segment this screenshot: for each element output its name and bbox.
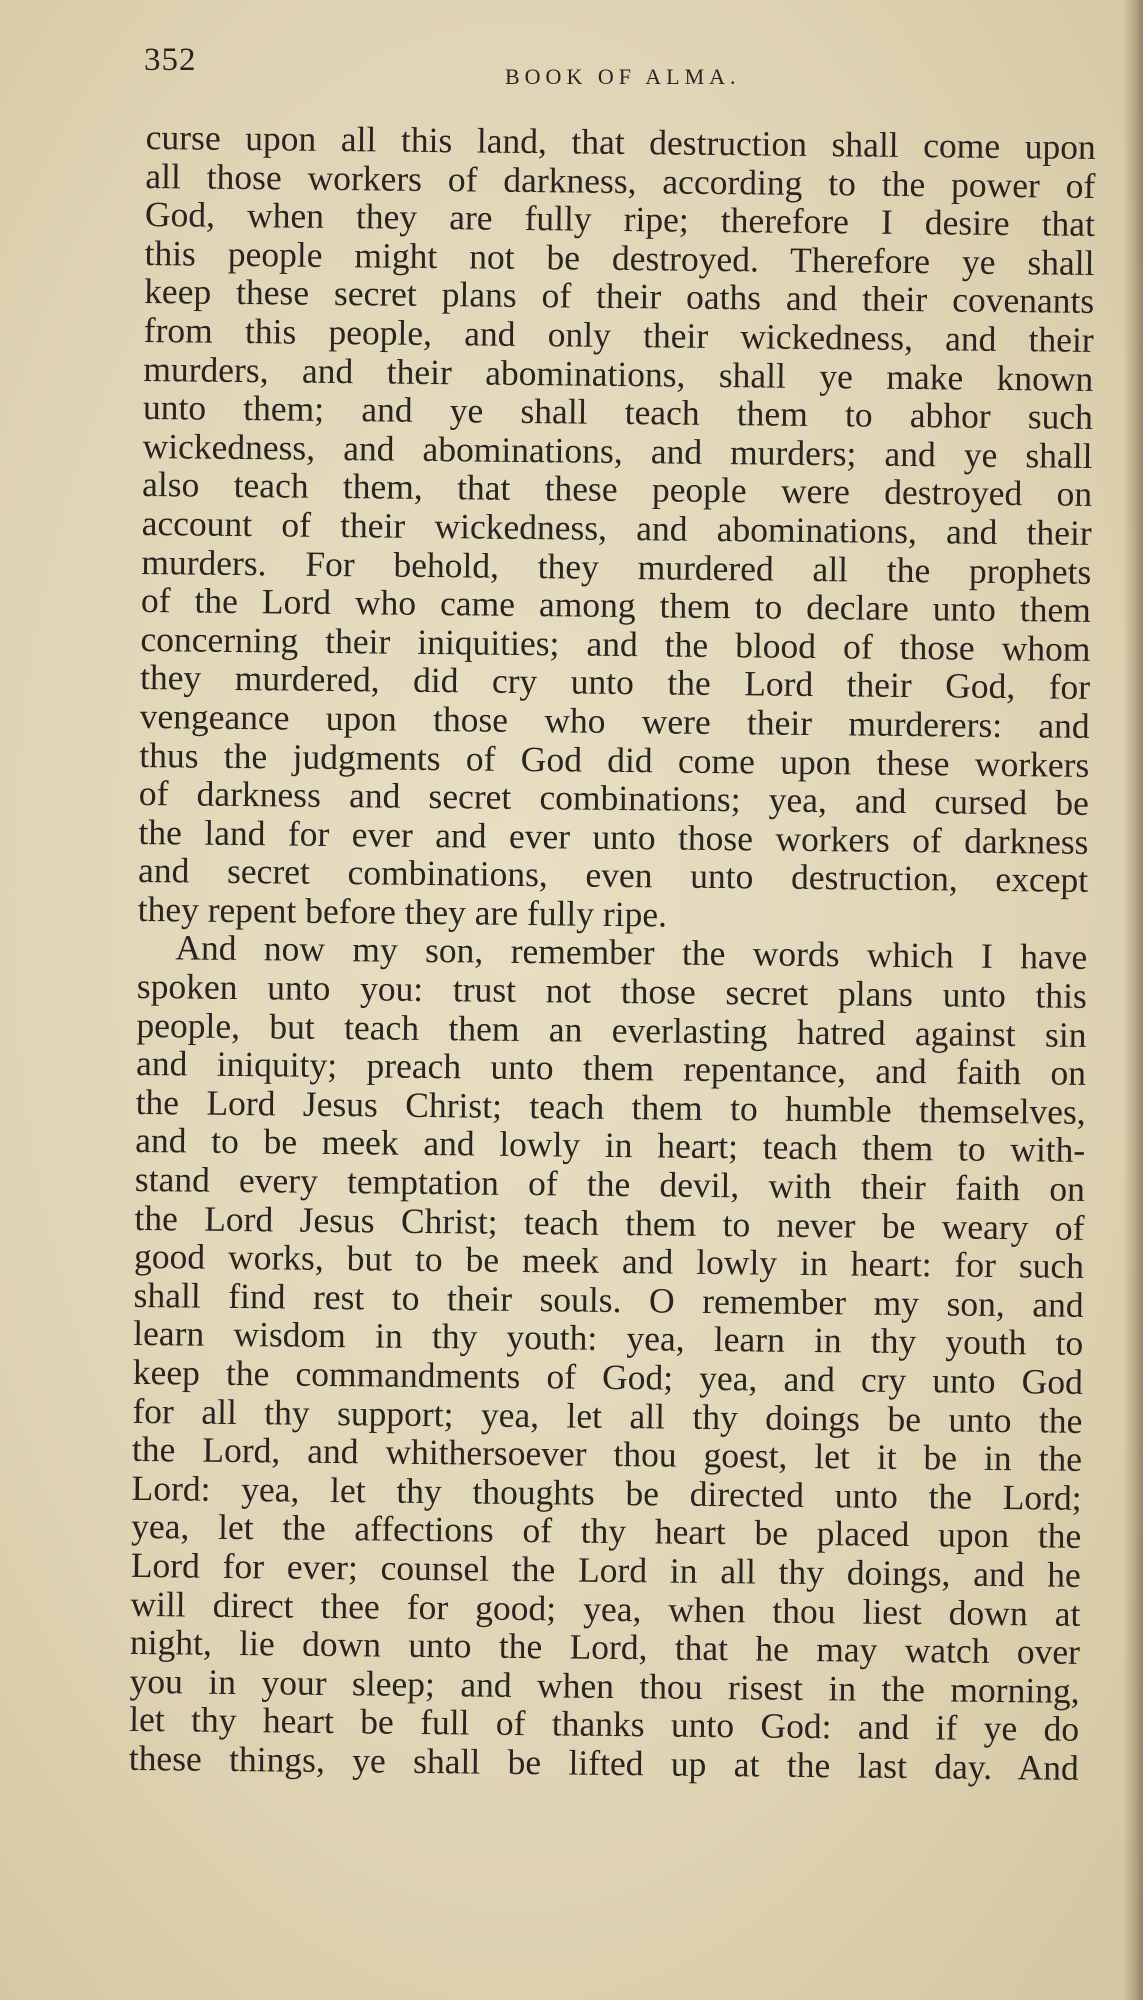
text-line: the land for ever and ever unto those workers of darkness	[138, 811, 1089, 862]
running-head: BOOK OF ALMA.	[505, 64, 741, 89]
text-line: the Lord Jesus Christ; teach them to humble themselves,	[135, 1081, 1086, 1132]
text-line: of darkness and secret combinations; yea, and cursed be	[138, 773, 1090, 824]
text-line: the Lord, and whithersoever thou goest, let it be in the	[131, 1429, 1083, 1480]
text-line: from this people, and only their wickedness, and their	[143, 309, 1094, 360]
text-line: the Lord Jesus Christ; teach them to never be weary of	[134, 1197, 1085, 1248]
text-line: for all thy support; yea, let all thy doings be unto the	[132, 1390, 1083, 1441]
text-line: spoken unto you: trust not those secret plans unto this	[136, 966, 1088, 1016]
body-text	[129, 118, 1096, 1787]
text-line: they murdered, did cry unto the Lord their God, for	[139, 657, 1091, 708]
text-line: concerning their iniquities; and the blood of those whom	[140, 618, 1091, 669]
text-line: keep the commandments of God; yea, and cry unto God	[132, 1351, 1084, 1402]
text-line: people, but teach them an everlasting hatred against sin	[136, 1004, 1087, 1055]
text-line: learn wisdom in thy youth: yea, learn in thy youth to	[133, 1313, 1084, 1364]
text-line: night, lie down unto the Lord, that he may watch over	[129, 1622, 1081, 1673]
text-line: Lord: yea, let thy thoughts be directed unto the Lord;	[131, 1467, 1082, 1518]
text-line: vengeance upon those who were their murderers: and	[139, 695, 1090, 746]
text-line: they repent before they are fully ripe.	[137, 888, 668, 935]
text-line: of the Lord who came among them to declare unto them	[140, 580, 1092, 631]
text-line: let thy heart be full of thanks unto God: and if ye do	[129, 1699, 1080, 1750]
text-line: good works, but to be meek and lowly in heart: for such	[133, 1236, 1085, 1287]
text-line: And now my son, remember the words which I have	[175, 927, 1088, 978]
page-header	[140, 40, 1100, 100]
text-line: you in your sleep; and when thou risest in the morning,	[129, 1660, 1080, 1711]
text-line: wickedness, and abominations, and murders; and ye shall	[142, 425, 1093, 476]
text-line: and iniquity; preach unto them repentance, and faith on	[135, 1043, 1087, 1094]
text-line: thus the judgments of God did come upon these workers	[139, 734, 1090, 785]
text-line: keep these secret plans of their oaths and their covenants	[143, 271, 1095, 322]
text-line: murders, and their abominations, shall ye make known	[143, 348, 1094, 399]
text-line: shall find rest to their souls. O remember my son, and	[133, 1274, 1084, 1325]
text-line: curse upon all this land, that destruction shall come upon	[145, 117, 1096, 167]
text-line: also teach them, that these people were destroyed on	[141, 464, 1093, 515]
text-line: God, when they are fully ripe; therefore I desire that	[144, 194, 1096, 245]
text-line: Lord for ever; counsel the Lord in all thy doings, and he	[130, 1544, 1082, 1595]
text-line: account of their wickedness, and abominations, and their	[141, 502, 1092, 553]
page-edge-shadow	[1123, 0, 1143, 2000]
text-line: all those workers of darkness, according to the power of	[145, 155, 1096, 206]
text-line: murders. For behold, they murdered all the prophets	[141, 541, 1092, 592]
text-line: will direct thee for good; yea, when thou liest down at	[130, 1583, 1081, 1634]
text-line: this people might not be destroyed. Therefore ye shall	[144, 232, 1095, 283]
text-line: yea, let the affections of thy heart be placed upon the	[131, 1506, 1082, 1557]
text-line: and secret combinations, even unto destruction, except	[137, 850, 1089, 901]
text-line: these things, ye shall be lifted up at the last day. And	[128, 1737, 1079, 1788]
text-line: and to be meek and lowly in heart; teach them to with-	[135, 1120, 1086, 1171]
page-number: 352	[144, 42, 197, 78]
text-line: stand every temptation of the devil, with their faith on	[134, 1158, 1086, 1209]
text-line: unto them; and ye shall teach them to abhor such	[142, 387, 1094, 438]
